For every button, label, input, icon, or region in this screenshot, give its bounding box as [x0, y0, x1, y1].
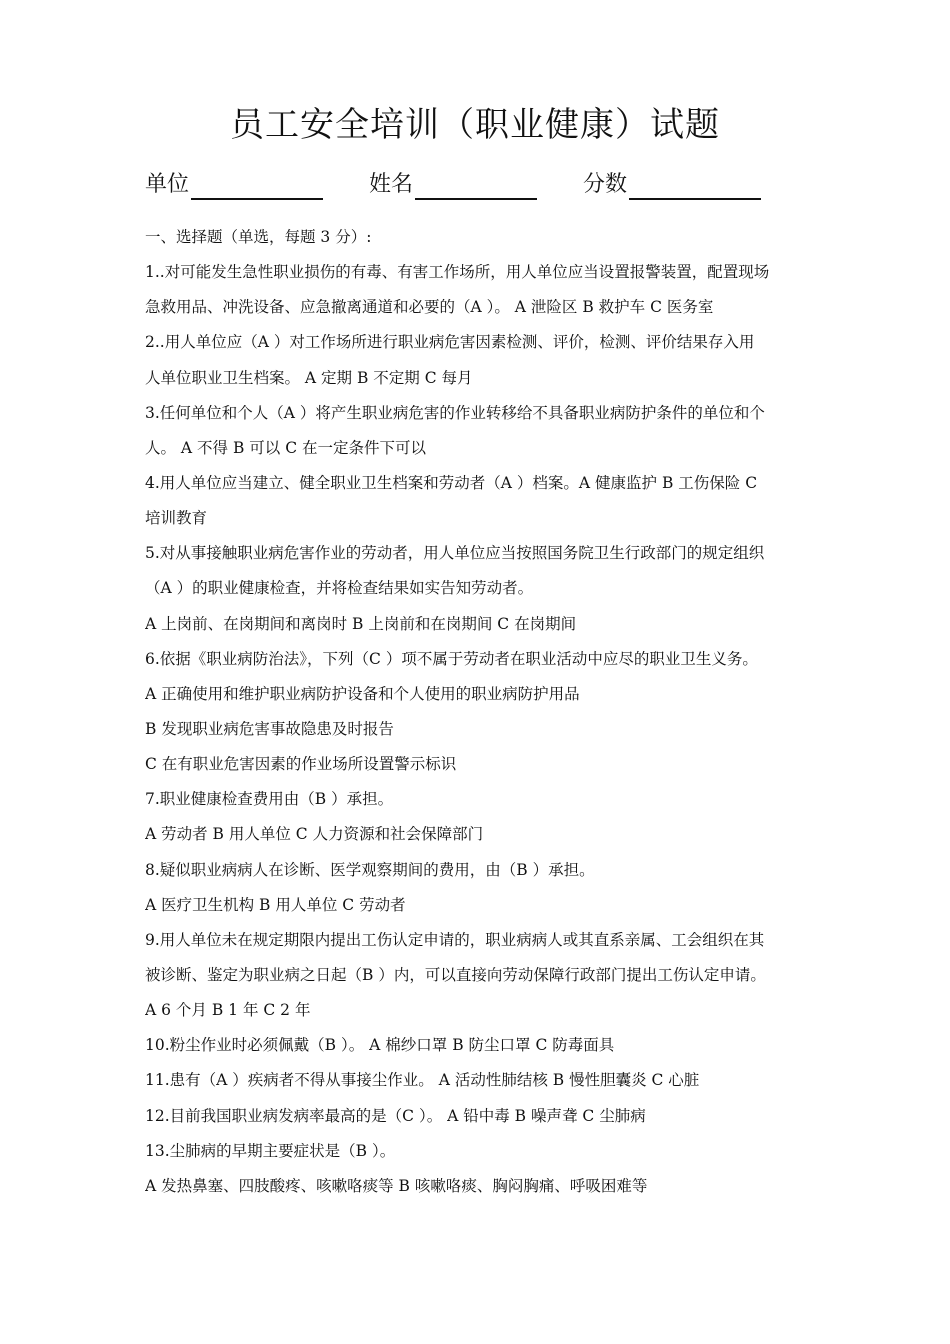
question-1-line-1: 1..对可能发生急性职业损伤的有毒、有害工作场所，用人单位应当设置报警装置，配置现场	[145, 263, 770, 282]
question-13-options: A 发热鼻塞、四肢酸疼、咳嗽咯痰等 B 咳嗽咯痰、胸闷胸痛、呼吸困难等	[145, 1176, 648, 1195]
question-6-option-a: A 正确使用和维护职业病防护设备和个人使用的职业病防护用品	[145, 684, 580, 703]
question-5-line-2: （A ）的职业健康检查，并将检查结果如实告知劳动者。	[145, 579, 534, 598]
question-8-line-1: 8.疑似职业病病人在诊断、医学观察期间的费用，由（B ）承担。	[145, 860, 595, 879]
question-6-option-c: C 在有职业危害因素的作业场所设置警示标识	[145, 755, 457, 774]
question-3-line-2: 人。 A 不得 B 可以 C 在一定条件下可以	[145, 438, 427, 457]
question-13-line-1: 13.尘肺病的早期主要症状是（B ）。	[145, 1141, 396, 1160]
question-9-options: A 6 个月 B 1 年 C 2 年	[145, 1001, 311, 1020]
question-4-line-1: 4.用人单位应当建立、健全职业卫生档案和劳动者（A ）档案。A 健康监护 B 工伤保险 C	[145, 473, 758, 492]
question-5-options: A 上岗前、在岗期间和离岗时 B 上岗前和在岗期间 C 在岗期间	[145, 614, 577, 633]
question-4-line-2: 培训教育	[145, 509, 208, 528]
question-6-option-b: B 发现职业病危害事故隐患及时报告	[145, 719, 394, 738]
question-2-line-2: 人单位职业卫生档案。 A 定期 B 不定期 C 每月	[145, 368, 473, 387]
question-7-options: A 劳动者 B 用人单位 C 人力资源和社会保障部门	[145, 825, 484, 844]
question-body	[145, 220, 813, 1204]
question-12-line-1: 12.目前我国职业病发病率最高的是（C ）。 A 铅中毒 B 噪声聋 C 尘肺病	[145, 1106, 646, 1125]
question-1-line-2: 急救用品、冲洗设备、应急撤离通道和必要的（A ）。 A 泄险区 B 救护车 C 医务室	[145, 298, 714, 317]
name-field	[369, 170, 537, 204]
section-heading: 一、选择题（单选，每题 3 分）:	[145, 228, 372, 246]
score-label: 分数	[583, 172, 628, 197]
question-10-line-1: 10.粉尘作业时必须佩戴（B ）。 A 棉纱口罩 B 防尘口罩 C 防毒面具	[145, 1036, 615, 1055]
question-6-line-1: 6.依据《职业病防治法》，下列（C ）项不属于劳动者在职业活动中应尽的职业卫生义务。	[145, 649, 758, 668]
question-9-line-1: 9.用人单位未在规定期限内提出工伤认定申请的，职业病病人或其直系亲属、工会组织在其	[145, 930, 765, 949]
score-field	[583, 170, 761, 204]
question-2-line-1: 2..用人单位应（A ）对工作场所进行职业病危害因素检测、评价，检测、评价结果存入用	[145, 333, 755, 352]
score-blank	[629, 170, 761, 200]
unit-blank	[191, 170, 323, 200]
name-blank	[415, 170, 537, 200]
question-8-options: A 医疗卫生机构 B 用人单位 C 劳动者	[145, 895, 406, 914]
page-title: 员工安全培训（职业健康）试题	[230, 105, 720, 145]
question-5-line-1: 5.对从事接触职业病危害作业的劳动者，用人单位应当按照国务院卫生行政部门的规定组织	[145, 544, 765, 563]
name-label: 姓名	[369, 172, 414, 197]
unit-field	[145, 170, 323, 204]
question-9-line-2: 被诊断、鉴定为职业病之日起（B ）内，可以直接向劳动保障行政部门提出工伤认定申请。	[145, 965, 766, 984]
unit-label: 单位	[145, 172, 190, 197]
question-3-line-1: 3.任何单位和个人（A ）将产生职业病危害的作业转移给不具备职业病防护条件的单位和个	[145, 403, 765, 422]
question-11-line-1: 11.患有（A ）疾病者不得从事接尘作业。 A 活动性肺结核 B 慢性胆囊炎 C 心脏	[145, 1071, 700, 1090]
question-7-line-1: 7.职业健康检查费用由（B ）承担。	[145, 790, 394, 809]
